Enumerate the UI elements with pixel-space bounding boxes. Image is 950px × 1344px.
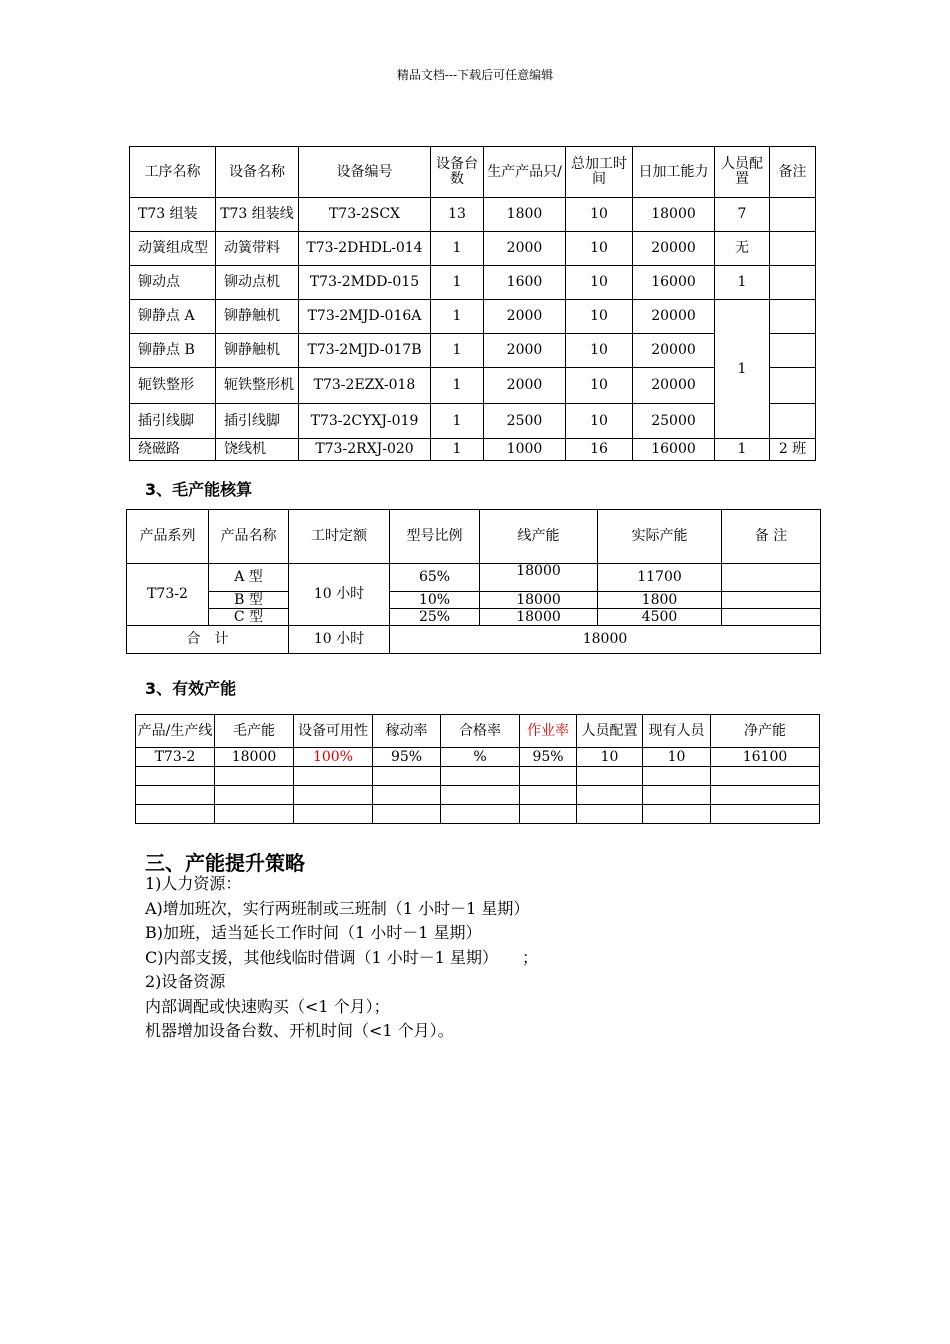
cell: T73-2 (136, 748, 215, 767)
cell: 2000 (484, 334, 566, 368)
cell: B 型 (209, 592, 289, 609)
cell: 1600 (484, 266, 566, 300)
cell-merged-staffing: 1 (715, 300, 770, 439)
cell: 10 (566, 198, 633, 232)
table-row-empty (136, 805, 820, 824)
cell: 20000 (633, 232, 715, 266)
cell (770, 334, 816, 368)
header-model-ratio: 型号比例 (390, 510, 480, 564)
strategy-line: A)增加班次，实行两班制或三班制（1 小时－1 星期） (145, 898, 530, 918)
cell: 95% (520, 748, 577, 767)
cell: 1 (431, 300, 484, 334)
table-row-empty (136, 767, 820, 786)
cell: 18000 (480, 564, 598, 592)
cell: T73 组装 (130, 198, 216, 232)
table-row (127, 564, 821, 592)
cell: 插引线脚 (130, 404, 216, 439)
cell: 20000 (633, 368, 715, 404)
cell: 100% (294, 748, 373, 767)
cell: 16100 (711, 748, 820, 767)
table-row-empty (136, 786, 820, 805)
cell: 4500 (598, 609, 722, 626)
cell: 1 (431, 439, 484, 461)
cell: 25000 (633, 404, 715, 439)
strategy-line: 机器增加设备台数、开机时间（<1 个月）。 (145, 1021, 454, 1040)
header-unit-output: 生产产品只/ (484, 147, 566, 198)
header-product-name: 产品名称 (209, 510, 289, 564)
cell: 1 (431, 334, 484, 368)
cell: 1 (715, 266, 770, 300)
effective-capacity-table (135, 714, 820, 824)
cell: 10 (566, 232, 633, 266)
gross-capacity-table (126, 509, 821, 654)
cell: 1 (431, 404, 484, 439)
cell: 轭铁整形 (130, 368, 216, 404)
cell: 1 (715, 439, 770, 461)
table-row (130, 198, 816, 232)
cell: 10% (390, 592, 480, 609)
header-equipment-availability: 设备可用性 (294, 715, 373, 748)
cell: 7 (715, 198, 770, 232)
header-line-capacity: 线产能 (480, 510, 598, 564)
cell-total-label: 合 计 (127, 626, 289, 654)
header-equipment-name: 设备名称 (216, 147, 299, 198)
cell: 2000 (484, 368, 566, 404)
cell: T73-2SCX (299, 198, 431, 232)
cell: 10 (643, 748, 711, 767)
header-gross-capacity: 毛产能 (215, 715, 294, 748)
cell: 16 (566, 439, 633, 461)
header-product-line: 产品/生产线 (136, 715, 215, 748)
cell (770, 300, 816, 334)
cell: T73-2CYXJ-019 (299, 404, 431, 439)
header-product-series: 产品系列 (127, 510, 209, 564)
section-title-effective-capacity: 3、有效产能 (145, 679, 237, 698)
cell: 1800 (598, 592, 722, 609)
cell: 轭铁整形机 (216, 368, 299, 404)
header-staffing: 人员配置 (577, 715, 643, 748)
cell (722, 564, 821, 592)
cell: 铆静触机 (216, 300, 299, 334)
cell: 25% (390, 609, 480, 626)
cell-total-hours: 10 小时 (289, 626, 390, 654)
cell: 无 (715, 232, 770, 266)
cell: 2000 (484, 300, 566, 334)
header-daily-capacity: 日加工能力 (633, 147, 715, 198)
header-equipment-code: 设备编号 (299, 147, 431, 198)
cell: 1800 (484, 198, 566, 232)
cell: 动簧带料 (216, 232, 299, 266)
strategy-list (145, 872, 538, 1044)
cell: 11700 (598, 564, 722, 592)
cell (770, 266, 816, 300)
cell (770, 368, 816, 404)
cell: T73 组装线 (216, 198, 299, 232)
table-row (130, 404, 816, 439)
header-remarks: 备 注 (722, 510, 821, 564)
cell (722, 609, 821, 626)
cell: 动簧组成型 (130, 232, 216, 266)
page-header: 精品文档---下载后可任意编辑 (396, 68, 554, 82)
cell: 13 (431, 198, 484, 232)
cell: 插引线脚 (216, 404, 299, 439)
cell: 18000 (480, 592, 598, 609)
cell: 18000 (480, 609, 598, 626)
cell: 2 班 (770, 439, 816, 461)
header-current-staff: 现有人员 (643, 715, 711, 748)
table-row (130, 368, 816, 404)
header-operation-rate: 作业率 (520, 715, 577, 748)
header-utilization-rate: 稼动率 (373, 715, 441, 748)
cell: 16000 (633, 266, 715, 300)
cell: 10 (566, 404, 633, 439)
table-row (130, 300, 816, 334)
cell: 1 (431, 232, 484, 266)
cell: 10 (566, 334, 633, 368)
table-row (127, 609, 821, 626)
cell: 10 (566, 266, 633, 300)
cell: 铆动点机 (216, 266, 299, 300)
cell: 10 (577, 748, 643, 767)
header-process-name: 工序名称 (130, 147, 216, 198)
strategy-line: B)加班，适当延长工作时间（1 小时－1 星期） (145, 923, 482, 942)
cell: 绕磁路 (130, 439, 216, 461)
table-row (130, 266, 816, 300)
cell: 饶线机 (216, 439, 299, 461)
cell-standard-hours: 10 小时 (289, 564, 390, 626)
cell: 1000 (484, 439, 566, 461)
header-net-capacity: 净产能 (711, 715, 820, 748)
cell: 2500 (484, 404, 566, 439)
cell: 铆静触机 (216, 334, 299, 368)
header-total-hours: 总加工时间 (566, 147, 633, 198)
cell: 16000 (633, 439, 715, 461)
cell: T73-2RXJ-020 (299, 439, 431, 461)
cell: T73-2MJD-016A (299, 300, 431, 334)
table-row-total (127, 626, 821, 654)
cell: 铆静点 B (130, 334, 216, 368)
section-title-gross-capacity: 3、毛产能核算 (145, 480, 253, 499)
table-row (130, 439, 816, 461)
table-row (136, 748, 820, 767)
strategy-line: 1)人力资源： (145, 874, 242, 893)
cell: 95% (373, 748, 441, 767)
cell: 铆动点 (130, 266, 216, 300)
cell: 1 (431, 368, 484, 404)
equipment-table (129, 146, 816, 461)
cell: C 型 (209, 609, 289, 626)
header-remarks: 备注 (770, 147, 816, 198)
cell (770, 404, 816, 439)
table-row (127, 592, 821, 609)
cell: % (441, 748, 520, 767)
cell: T73-2EZX-018 (299, 368, 431, 404)
header-staffing: 人员配置 (715, 147, 770, 198)
cell (722, 592, 821, 609)
cell: 20000 (633, 334, 715, 368)
table-row (130, 334, 816, 368)
cell: 铆静点 A (130, 300, 216, 334)
cell: 18000 (633, 198, 715, 232)
cell: 2000 (484, 232, 566, 266)
cell: 10 (566, 300, 633, 334)
cell: 10 (566, 368, 633, 404)
section-title-strategy: 三、产能提升策略 (145, 851, 305, 875)
table-row (130, 232, 816, 266)
header-equipment-count: 设备台数 (431, 147, 484, 198)
header-pass-rate: 合格率 (441, 715, 520, 748)
strategy-line: 2)设备资源 (145, 972, 226, 991)
cell-product-series: T73-2 (127, 564, 209, 626)
cell (770, 232, 816, 266)
cell: A 型 (209, 564, 289, 592)
cell: 20000 (633, 300, 715, 334)
cell-total-capacity: 18000 (390, 626, 821, 654)
header-standard-hours: 工时定额 (289, 510, 390, 564)
strategy-line: 内部调配或快速购买（<1 个月）； (145, 996, 390, 1016)
cell: T73-2DHDL-014 (299, 232, 431, 266)
cell: T73-2MJD-017B (299, 334, 431, 368)
cell: 65% (390, 564, 480, 592)
cell: 1 (431, 266, 484, 300)
cell: T73-2MDD-015 (299, 266, 431, 300)
cell: 18000 (215, 748, 294, 767)
strategy-line: C)内部支援，其他线临时借调（1 小时－1 星期） ； (145, 947, 539, 967)
header-actual-capacity: 实际产能 (598, 510, 722, 564)
cell (770, 198, 816, 232)
